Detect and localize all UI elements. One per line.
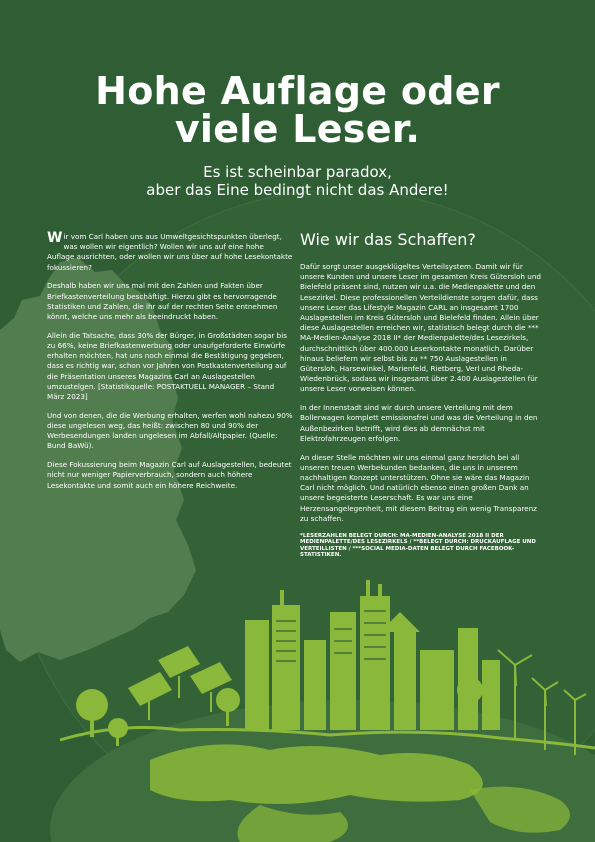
page-title bbox=[0, 69, 595, 151]
right-paragraph-1: Dafür sorgt unser ausgeklügeltes Verteilsystem. Damit wir für unsere Kunden und unsere Leser im gesamten Kreis Gütersloh und Bielefeld präsent sind, nutzen wir u.a. die Medienpalette und den Lesezirkel. Diese professionellen Verteildienste sorgen dafür, dass unsere Leser das Lifestyle Magazin CARL an insgesamt 1700 Auslagestellen im Kreis Gütersloh und Bielefeld finden. Allein über diese Auslagestellen erreichen wir, statistisch belegt durch die *** MA-Medien-Analyse 2018 II* der Medienpalette/des Lesezirkels, durchschnittlich über 400.000 Leserkontakte monatlich. Darüber hinaus beliefern wir selbst bis zu ** 750 Auslagestellen in Gütersloh, Harsewinkel, Marienfeld, Rietberg, Verl und Rheda- Wiedenbrück, sodass wir insgesamt über 2.400 Auslagestellen für unsere Leser vorweisen können. bbox=[300, 262, 541, 394]
left-column bbox=[47, 232, 293, 499]
subtitle-line-1: Es ist scheinbar paradox, bbox=[203, 163, 392, 181]
left-paragraph-2: Deshalb haben wir uns mal mit den Zahlen und Fakten über Briefkastenverteilung beschäftigt. Hierzu gibt es hervorragende Statistiken und Zahlen, die ihr auf der rechten Seite entnehmen könnt, welche uns mehr als beeindruckt haben. bbox=[47, 281, 278, 322]
dropcap: W bbox=[47, 230, 63, 246]
right-paragraph-2: In der Innenstadt sind wir durch unsere Verteilung mit dem Bollerwagen komplett emissionsfrei und was die Verteilung in den Außenbezirken betrifft, wird dies ab demnächst mit Elektrofahrzeugen erfolgen. bbox=[300, 403, 538, 443]
section-heading: Wie wir das Schaffen? bbox=[300, 230, 476, 249]
left-paragraph-1 bbox=[47, 232, 293, 273]
subtitle-line-2: aber das Eine bedingt nicht das Andere! bbox=[146, 181, 449, 199]
right-column bbox=[300, 262, 546, 568]
page-subtitle bbox=[0, 163, 595, 199]
left-paragraph-5: Diese Fokussierung beim Magazin Carl auf Auslagestellen, bedeutet nicht nur weniger Papierverbrauch, sondern auch höhere Lesekontakte und somit auch ein höhere Reichweite. bbox=[47, 460, 292, 490]
footnote: *LESERZAHLEN BELEGT DURCH: MA-MEDIEN-ANALYSE 2018 II DER MEDIENPALETTE/DES LESEZIRKELS / **BELEGT DURCH: DRUCKAUFLAGE UND VERTEILLISTEN / ***SOCIAL MEDIA-DATEN BELEGT DURCH FACEBOOK-STATISTIKEN. bbox=[300, 532, 536, 559]
title-text: Hohe Auflage oder viele Leser. bbox=[95, 69, 500, 151]
right-paragraph-3: An dieser Stelle möchten wir uns einmal ganz herzlich bei all unseren treuen Werbekunden bedanken, die uns in unserem nachhaltigen Konzept unterstützen. Ohne sie wäre das Magazin Carl nicht möglich. Und natürlich ebenso einen großen Dank an unsere begeisterte Leserschaft. Es war uns eine Herzensangelegenheit, mit diesem Beitrag ein wenig Transparenz zu schaffen. bbox=[300, 452, 537, 523]
left-paragraph-3: Allein die Tatsache, dass 30% der Bürger, in Großstädten sogar bis zu 66%, keine Briefkastenwerbung oder unaufgeforderte Einwürfe erhalten möchten, hat uns noch einmal die Bestätigung gegeben, dass es richtig war, schon vor Jahren von Postkastenverteilung auf die Präsentation unseres Magazins Carl an Auslagestellen umzustelgen. [Statistikquelle: POSTAKTUELL MANAGER – Stand März 2023] bbox=[47, 330, 287, 402]
left-paragraph-4: Und von denen, die die Werbung erhalten, werfen wohl nahezu 90% diese ungelesen weg, das heißt: zwischen 80 und 90% der Werbesendungen landen ungelesen im Abfall/Altpapier. (Quelle: Bund BaWü). bbox=[47, 410, 293, 451]
paragraph-text: ir vom Carl haben uns aus Umweltgesichtspunkten überlegt, was wollen wir eigentlich? Wollen wir uns auf eine hohe Auflage ausrichten, oder wollen wir uns über auf hohe Lesekontakte fokussieren? bbox=[47, 232, 293, 272]
